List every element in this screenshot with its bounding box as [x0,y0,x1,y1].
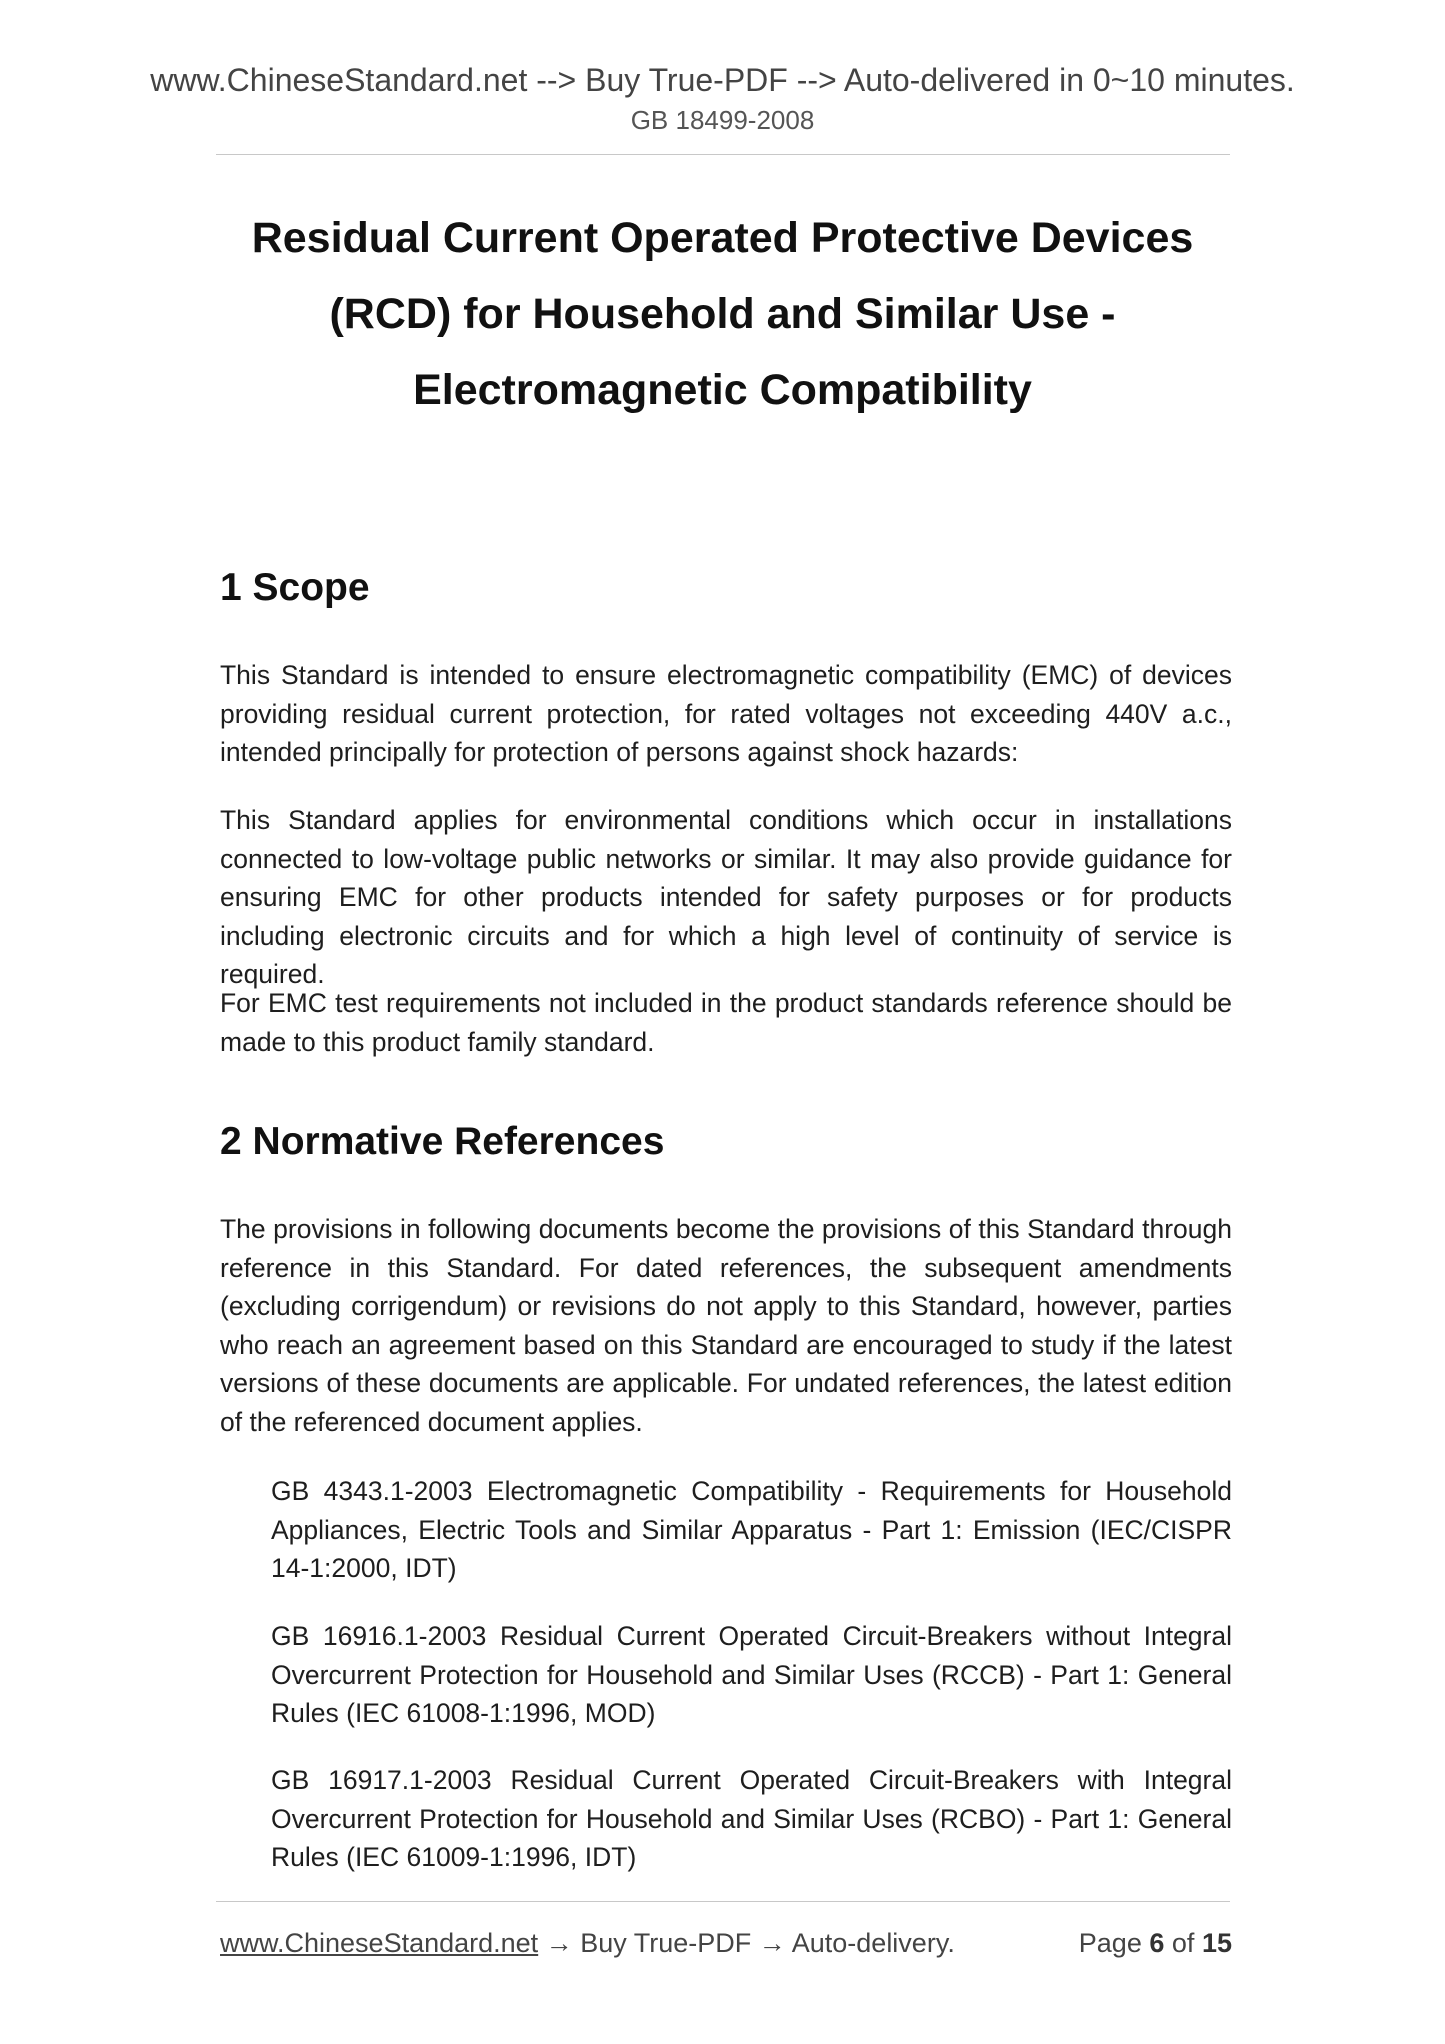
references-intro-paragraph: The provisions in following documents become the provisions of this Standard through reference in this Standard. For dated references, the subsequent amendments (excluding corrigendum) or revisions do not apply to this Standard, however, parties who reach an agreement based on this Standard are encouraged to study if the latest versions of these documents are applicable. For undated references, the latest edition of the referenced document applies. [220,1214,1232,1437]
footer-divider [216,1901,1230,1902]
total-pages: 15 [1201,1928,1232,1958]
scope-paragraph-1: This Standard is intended to ensure electromagnetic compatibility (EMC) of devices providing residual current protection, for rated voltages not exceeding 440V a.c., intended principally for protection of persons against shock hazards: [220,660,1232,767]
header-banner: www.ChineseStandard.net --> Buy True-PDF --> Auto-delivered in 0~10 minutes. [150,62,1295,98]
section-heading-normative-references: 2 Normative References [220,1120,665,1163]
page-footer [220,1923,1232,1963]
reference-item: GB 4343.1-2003 Electromagnetic Compatibility - Requirements for Household Appliances, Electric Tools and Similar Apparatus - Part 1: Emission (IEC/CISPR 14-1:2000, IDT) [271,1476,1232,1583]
scope-paragraph-2: This Standard applies for environmental conditions which occur in installations connected to low-voltage public networks or similar. It may also provide guidance for ensuring EMC for other products intended for safety purposes or for products including electronic circuits and for which a high level of continuity of service is required. [220,805,1232,989]
scope-paragraph-3: For EMC test requirements not included in the product standards reference should be made to this product family standard. [220,988,1232,1057]
of-label: of [1171,1928,1195,1958]
reference-item: GB 16917.1-2003 Residual Current Operated Circuit-Breakers with Integral Overcurrent Protection for Household and Similar Uses (RCBO) - Part 1: General Rules (IEC 61009-1:1996, IDT) [271,1765,1232,1872]
title-line-3: Electromagnetic Compatibility [413,366,1032,414]
document-title [160,200,1285,428]
footer-left [220,1923,955,1963]
title-line-1: Residual Current Operated Protective Devices [251,214,1194,262]
header-standard-number: GB 18499-2008 [630,105,815,135]
reference-item: GB 16916.1-2003 Residual Current Operated Circuit-Breakers without Integral Overcurrent Protection for Household and Similar Uses (RCCB) - Part 1: General Rules (IEC 61008-1:1996, MOD) [271,1621,1232,1728]
footer-website-link[interactable]: www.ChineseStandard.net [220,1928,539,1958]
page-indicator [1079,1923,1232,1963]
title-line-2: (RCD) for Household and Similar Use - [329,290,1116,338]
page-number: 6 [1149,1928,1165,1958]
page-label: Page [1078,1928,1142,1958]
section-heading-scope: 1 Scope [220,566,370,609]
footer-delivery-text: → Buy True-PDF → Auto-delivery. [538,1928,955,1958]
header-divider [216,154,1230,155]
